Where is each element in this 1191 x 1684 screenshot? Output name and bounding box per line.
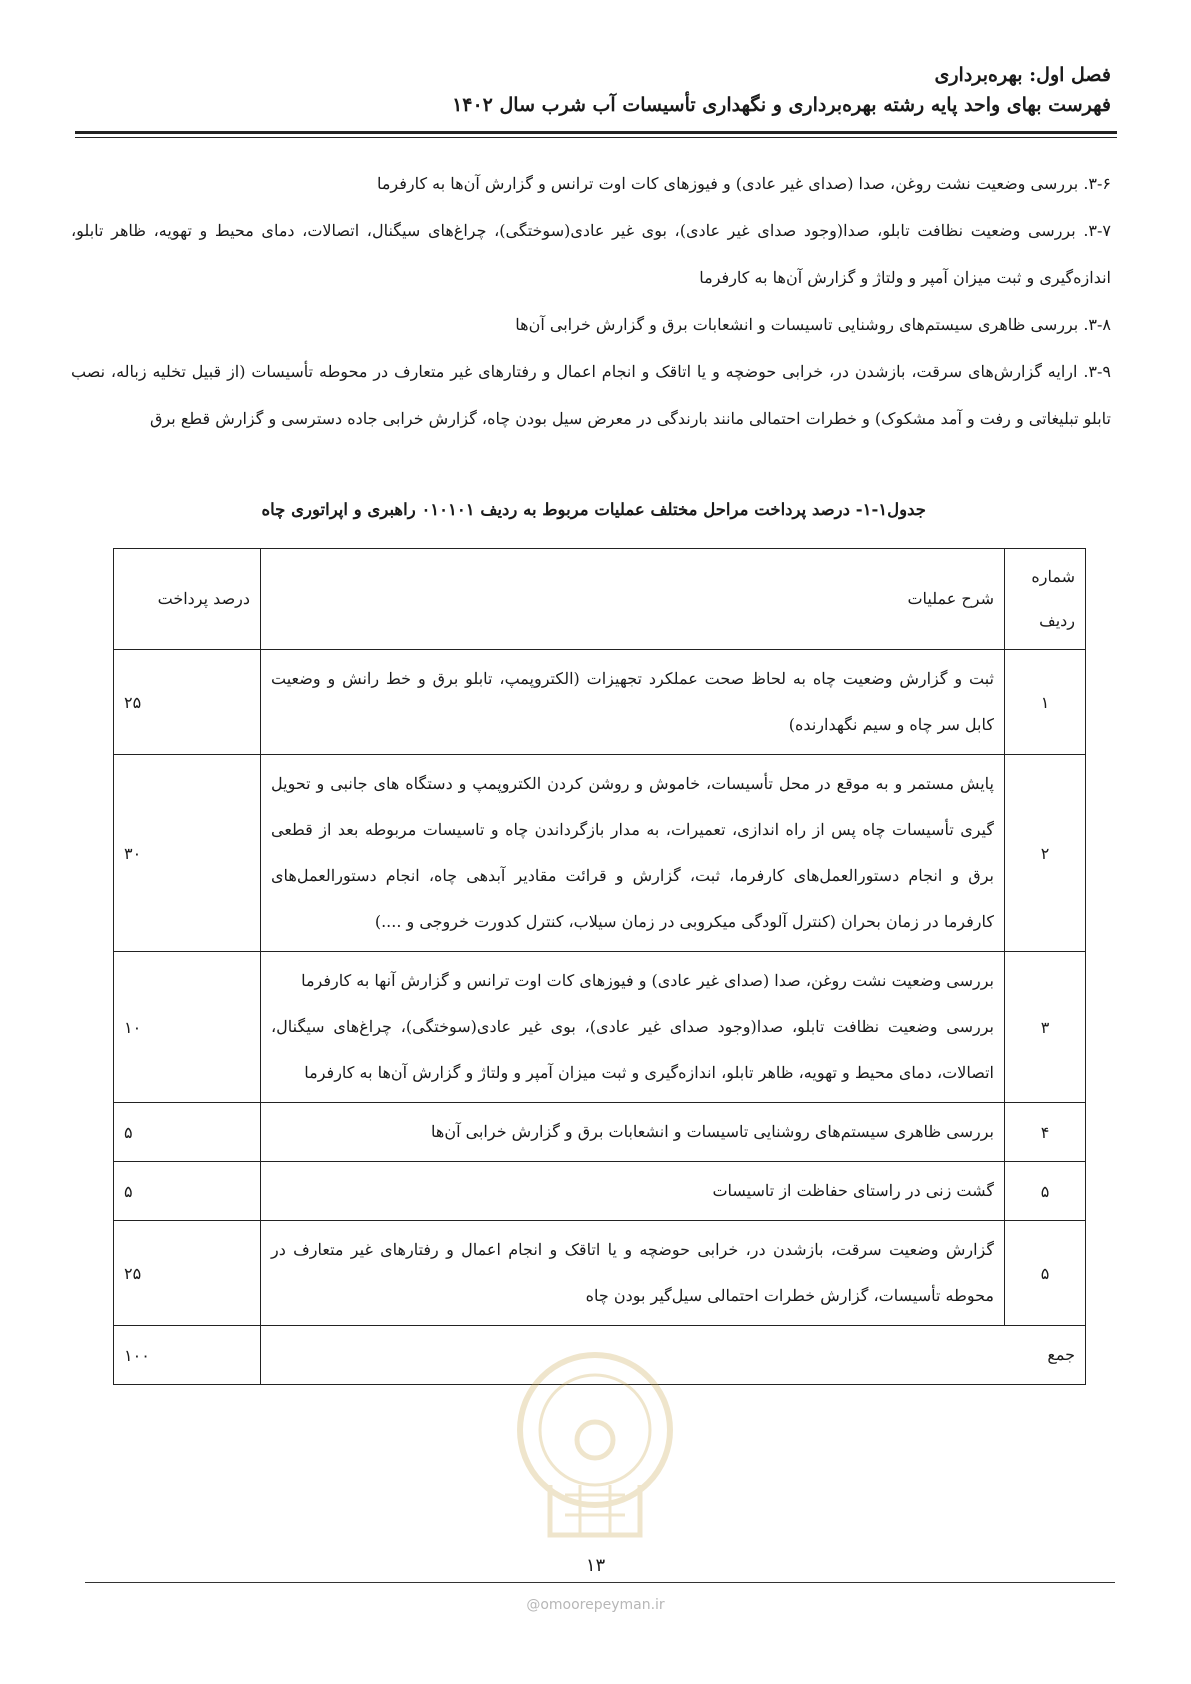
page-header bbox=[71, 60, 1111, 120]
table-row bbox=[114, 1103, 1086, 1162]
total-payment: ۱۰۰ bbox=[114, 1326, 261, 1385]
row-number: ۱ bbox=[1005, 650, 1086, 755]
row-payment: ۵ bbox=[114, 1162, 261, 1221]
row-number: ۵ bbox=[1005, 1221, 1086, 1326]
row-number: ۲ bbox=[1005, 755, 1086, 952]
operations-table bbox=[113, 548, 1086, 1385]
paragraph-3-7: ۳-۷. بررسی وضعیت نظافت تابلو، صدا(وجود صدای غیر عادی)، بوی غیر عادی(سوختگی)، چراغ‌های سیگنال، اتصالات، دمای محیط و تهویه، ظاهر تابلو، اندازه‌گیری و ثبت میزان آمپر و ولتاژ و گزارش آن‌ها به کارفرما bbox=[71, 221, 1111, 287]
row-payment: ۱۰ bbox=[114, 952, 261, 1103]
paragraph-3-8: ۳-۸. بررسی ظاهری سیستم‌های روشنایی تاسیسات و انشعابات برق و گزارش خرابی آن‌ها bbox=[515, 315, 1111, 334]
table-row bbox=[114, 1221, 1086, 1326]
paragraph-3-9: ۳-۹. ارایه گزارش‌های سرقت، بازشدن در، خرابی حوضچه و یا اتاقک و انجام اعمال و رفتارهای غیر متعارف در محوطه تأسیسات (از قبیل تخلیه زباله، نصب تابلو تبلیغاتی و رفت و آمد مشکوک) و خطرات احتمالی مانند بارندگی در معرض سیل بودن چاه، گزارش خرابی جاده دسترسی و گزارش قطع برق bbox=[71, 362, 1112, 428]
row-description-part-1: بررسی وضعیت نشت روغن، صدا (صدای غیر عادی) و فیوزهای کات اوت ترانس و گزارش آنها به کارفرما bbox=[301, 971, 994, 990]
total-label: جمع bbox=[261, 1326, 1086, 1385]
row-description-part-2: بررسی وضعیت نظافت تابلو، صدا(وجود صدای غیر عادی)، بوی غیر عادی(سوختگی)، چراغ‌های سیگنال، اتصالات، دمای محیط و تهویه، ظاهر تابلو، اندازه‌گیری و ثبت میزان آمپر و ولتاژ و گزارش آن‌ها به کارفرما bbox=[271, 1017, 994, 1082]
table-header-row bbox=[114, 549, 1086, 650]
table-row bbox=[114, 1162, 1086, 1221]
header-rule-thin bbox=[75, 137, 1117, 138]
row-payment: ۲۵ bbox=[114, 650, 261, 755]
chapter-title: فصل اول: بهره‌برداری bbox=[934, 64, 1111, 86]
row-number: ۳ bbox=[1005, 952, 1086, 1103]
header-payment: درصد پرداخت bbox=[114, 549, 261, 650]
header-row-number: شماره ردیف bbox=[1005, 549, 1086, 650]
row-description: گزارش وضعیت سرقت، بازشدن در، خرابی حوضچه و یا اتاقک و انجام اعمال و رفتارهای غیر متعارف در محوطه تأسیسات، گزارش خطرات احتمالی سیل‌گیر بودن چاه bbox=[261, 1221, 1005, 1326]
row-payment: ۲۵ bbox=[114, 1221, 261, 1326]
row-description: پایش مستمر و به موقع در محل تأسیسات، خاموش و روشن کردن الکتروپمپ و دستگاه های جانبی و تحویل گیری تأسیسات چاه پس از راه اندازی، تعمیرات، به مدار بازگرداندن چاه و تاسیسات مربوطه بعد از قطعی برق و انجام دستورالعمل‌های کارفرما، ثبت، گزارش و قرائت مقادیر آبدهی چاه، انجام دستورالعمل‌های کارفرما در زمان بحران (کنترل آلودگی میکروبی در زمان سیلاب، کنترل کدورت خروجی و ....) bbox=[261, 755, 1005, 952]
row-number: ۵ bbox=[1005, 1162, 1086, 1221]
table-row bbox=[114, 952, 1086, 1103]
row-payment: ۵ bbox=[114, 1103, 261, 1162]
table-row bbox=[114, 650, 1086, 755]
body-paragraphs bbox=[71, 160, 1111, 442]
document-title: فهرست بهای واحد پایه رشته بهره‌برداری و نگهداری تأسیسات آب شرب سال ۱۴۰۲ bbox=[452, 94, 1111, 116]
watermark-url: @omoorepeyman.ir bbox=[526, 1597, 665, 1613]
row-number: ۴ bbox=[1005, 1103, 1086, 1162]
row-description: ثبت و گزارش وضعیت چاه به لحاظ صحت عملکرد تجهیزات (الکتروپمپ، تابلو برق و خط رانش و وضعیت کابل سر چاه و سیم نگهدارنده) bbox=[261, 650, 1005, 755]
footer-rule bbox=[85, 1582, 1115, 1583]
row-description: بررسی ظاهری سیستم‌های روشنایی تاسیسات و انشعابات برق و گزارش خرابی آن‌ها bbox=[261, 1103, 1005, 1162]
paragraph-3-6: ۳-۶. بررسی وضعیت نشت روغن، صدا (صدای غیر عادی) و فیوزهای کات اوت ترانس و گزارش آن‌ها به کارفرما bbox=[376, 174, 1111, 193]
header-rule-thick bbox=[75, 131, 1117, 134]
table-caption: جدول۱-۱- درصد پرداخت مراحل مختلف عملیات مربوط به ردیف ۰۱۰۱۰۱ راهبری و اپراتوری چاه bbox=[261, 500, 926, 519]
table-row bbox=[114, 755, 1086, 952]
watermark-seal-icon bbox=[510, 1345, 680, 1545]
row-description: گشت زنی در راستای حفاظت از تاسیسات bbox=[261, 1162, 1005, 1221]
row-payment: ۳۰ bbox=[114, 755, 261, 952]
row-description bbox=[261, 952, 1005, 1103]
header-description: شرح عملیات bbox=[261, 549, 1005, 650]
page-number: ۱۳ bbox=[585, 1555, 606, 1576]
